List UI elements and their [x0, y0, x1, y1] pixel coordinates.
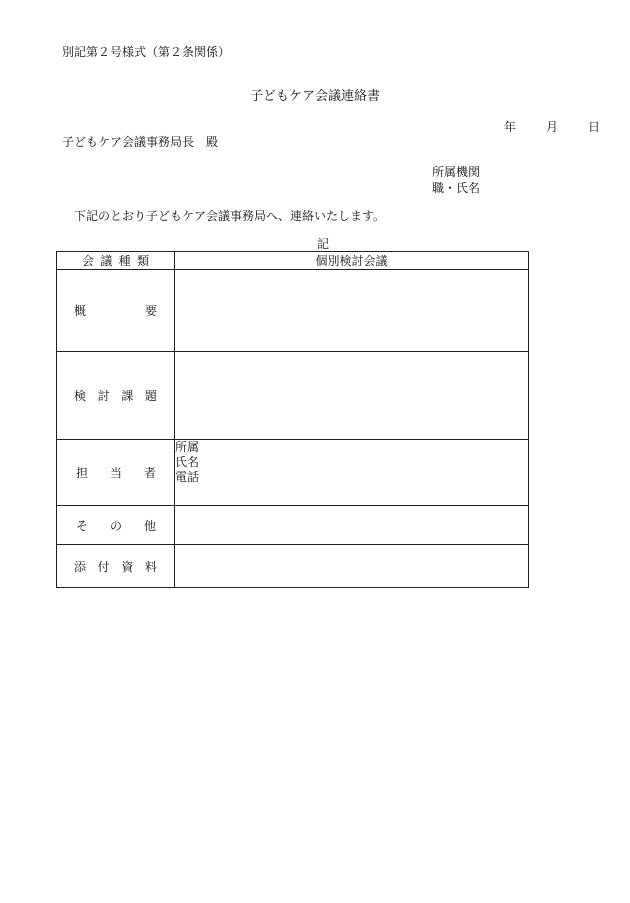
other-label: そ の 他	[57, 506, 175, 545]
notice-text: 下記のとおり子どもケア会議事務局へ、連絡いたします。	[74, 209, 386, 223]
contact-phone-label: 電話	[175, 470, 200, 484]
recipient: 子どもケア会議事務局長 殿	[62, 135, 219, 149]
summary-field[interactable]	[175, 270, 529, 352]
attachments-field[interactable]	[175, 545, 529, 588]
attachments-label: 添 付 資 料	[57, 545, 175, 588]
date-year-label: 年	[504, 120, 517, 134]
table-row-attachments	[57, 545, 529, 588]
document-title: 子どもケア会議連絡書	[249, 89, 380, 104]
table-row-meeting-type	[57, 252, 529, 270]
table-row-issues	[57, 352, 529, 440]
contact-person-field[interactable]	[175, 440, 529, 506]
care-meeting-form-table	[56, 251, 529, 588]
meeting-type-label: 会 議 種 類	[57, 252, 175, 270]
summary-label: 概 要	[57, 270, 175, 352]
meeting-type-value: 個別検討会議	[175, 252, 529, 270]
issues-field[interactable]	[175, 352, 529, 440]
date-month-label: 月	[546, 120, 559, 134]
sender-position-label: 職・氏名	[432, 181, 481, 195]
table-row-contact	[57, 440, 529, 506]
contact-name-label: 氏名	[175, 455, 200, 469]
table-row-summary	[57, 270, 529, 352]
issues-label: 検 討 課 題	[57, 352, 175, 440]
form-number: 別記第２号様式（第２条関係）	[62, 45, 231, 59]
table-row-other	[57, 506, 529, 545]
other-field[interactable]	[175, 506, 529, 545]
ki-heading: 記	[316, 237, 329, 251]
contact-affiliation-label: 所属	[175, 440, 200, 454]
date-day-label: 日	[588, 120, 601, 134]
sender-affiliation-label: 所属機関	[432, 165, 481, 179]
date-line	[504, 120, 600, 134]
contact-person-label: 担 当 者	[57, 440, 175, 506]
